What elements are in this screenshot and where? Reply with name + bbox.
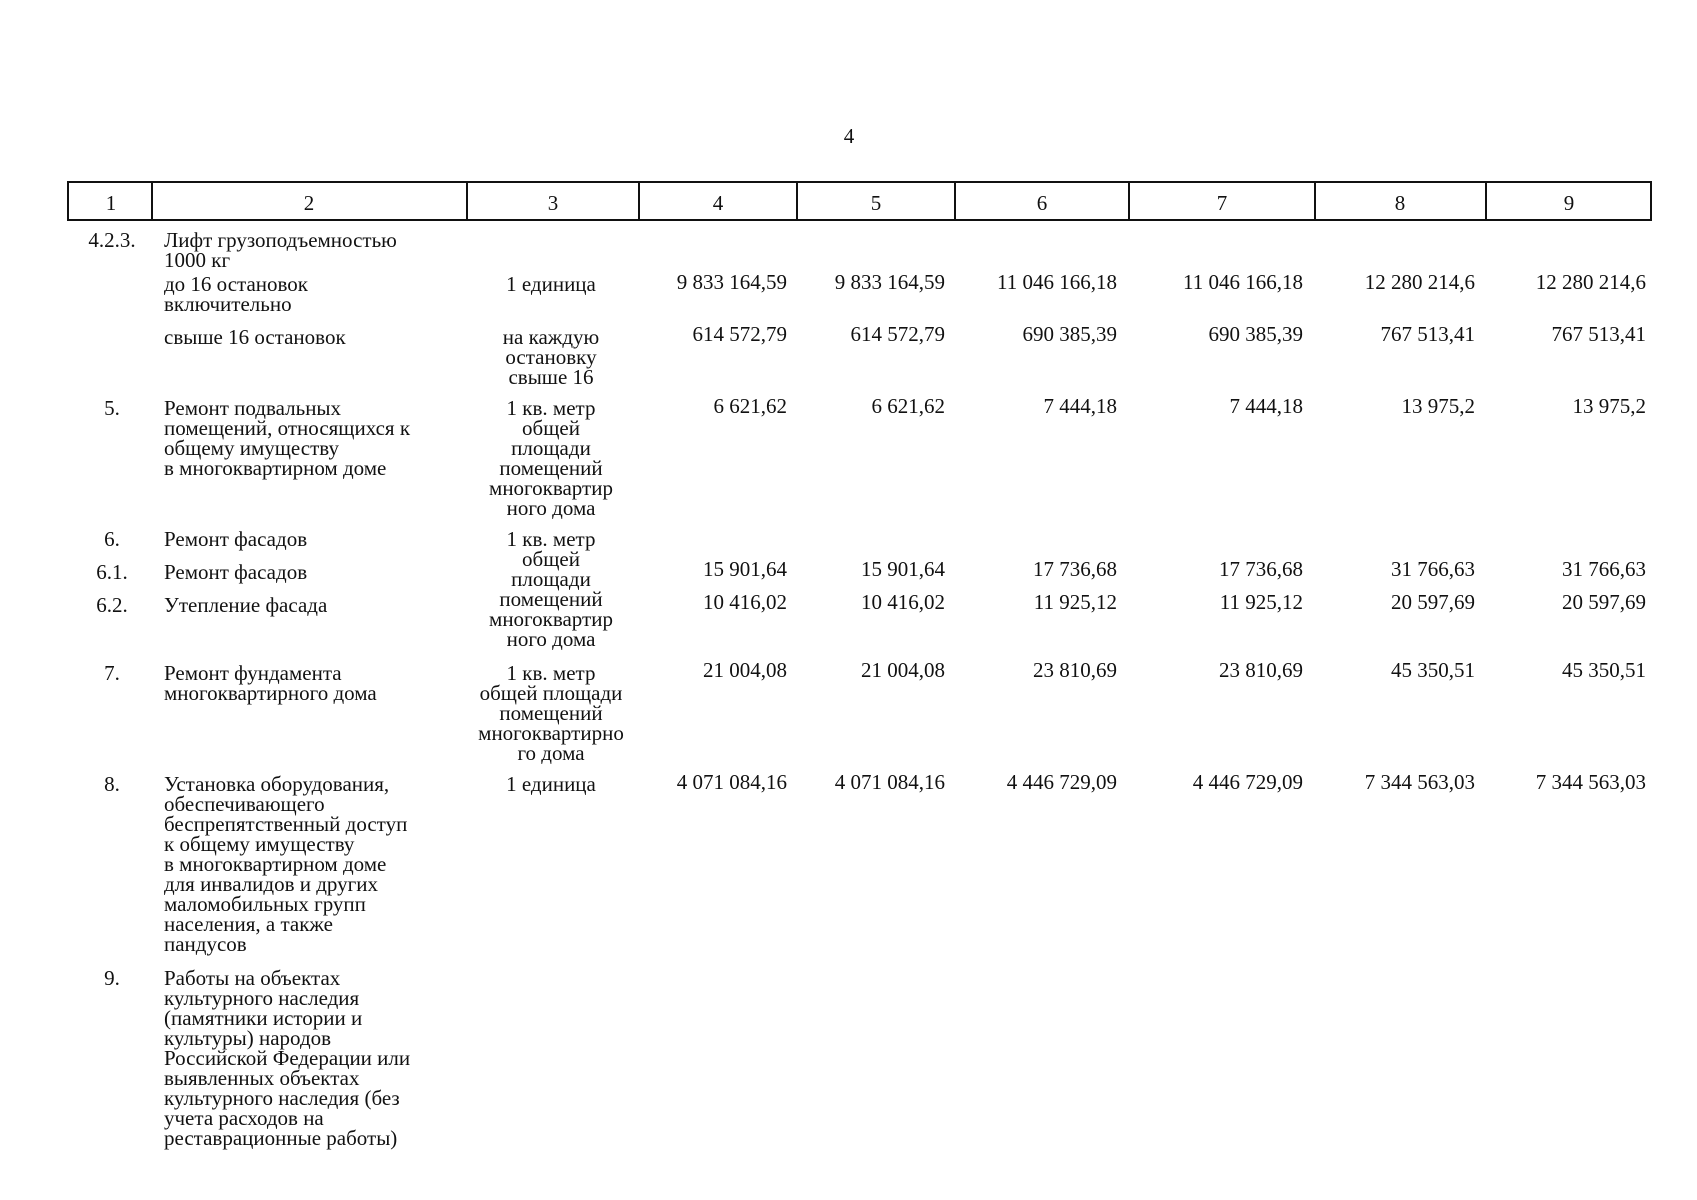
cost-value: 767 513,41: [1380, 322, 1475, 346]
cost-value: 11 925,12: [1219, 590, 1303, 614]
column-separator: [466, 183, 468, 219]
cost-value: 6 621,62: [871, 394, 945, 418]
column-separator: [151, 183, 153, 219]
cost-value: 13 975,2: [1572, 394, 1646, 418]
measure-unit: 1 единица: [506, 772, 596, 796]
work-type-name: до 16 остановок включительно: [164, 272, 308, 316]
work-type-name: Ремонт подвальных помещений, относящихся к общему имуществу в многоквартирном доме: [164, 396, 411, 480]
cost-value: 767 513,41: [1551, 322, 1646, 346]
work-type-name: Ремонт фундамента многоквартирного дома: [164, 661, 377, 705]
cost-value: 15 901,64: [703, 557, 787, 581]
measure-unit: 1 кв. метр общей площади помещений многоквартир ного дома: [489, 396, 613, 520]
cost-value: 45 350,51: [1562, 658, 1646, 682]
row-number: 4.2.3.: [88, 228, 136, 252]
cost-value: 690 385,39: [1022, 322, 1117, 346]
cost-value: 31 766,63: [1391, 557, 1475, 581]
cost-value: 12 280 214,6: [1364, 270, 1475, 294]
cost-value: 9 833 164,59: [676, 270, 787, 294]
work-type-name: Ремонт фасадов: [164, 560, 308, 584]
column-separator: [796, 183, 798, 219]
work-type-name: Утепление фасада: [164, 593, 328, 617]
work-type-name: Работы на объектах культурного наследия (памятники истории и культуры) народов Российской Федерации или выявленных объектах культурного наследия (без учета расходов на реставрационные работы): [164, 966, 411, 1150]
cost-value: 23 810,69: [1219, 658, 1303, 682]
measure-unit: 1 единица: [506, 272, 596, 296]
cost-value: 7 444,18: [1229, 394, 1303, 418]
cost-value: 17 736,68: [1219, 557, 1303, 581]
work-type-name: Установка оборудования, обеспечивающего беспрепятственный доступ к общему имуществу в многоквартирном доме для инвалидов и других маломобильных групп населения, а также пандусов: [164, 772, 408, 956]
cost-value: 45 350,51: [1391, 658, 1475, 682]
cost-value: 11 046 166,18: [1183, 270, 1303, 294]
cost-value: 15 901,64: [861, 557, 945, 581]
column-number-5: 5: [870, 191, 882, 215]
cost-value: 21 004,08: [861, 658, 945, 682]
column-separator: [1128, 183, 1130, 219]
cost-value: 7 444,18: [1043, 394, 1117, 418]
cost-value: 21 004,08: [703, 658, 787, 682]
cost-value: 4 071 084,16: [676, 770, 787, 794]
measure-unit: 1 кв. метр общей площади помещений многоквартир ного дома: [489, 527, 613, 651]
column-number-8: 8: [1394, 191, 1406, 215]
cost-value: 6 621,62: [713, 394, 787, 418]
cost-value: 11 925,12: [1033, 590, 1117, 614]
column-number-1: 1: [105, 191, 117, 215]
row-number: 7.: [104, 661, 120, 685]
measure-unit: на каждую остановку свыше 16: [502, 325, 600, 389]
cost-value: 17 736,68: [1033, 557, 1117, 581]
cost-value: 4 071 084,16: [834, 770, 945, 794]
column-separator: [954, 183, 956, 219]
cost-value: 614 572,79: [850, 322, 945, 346]
cost-value: 4 446 729,09: [1006, 770, 1117, 794]
cost-value: 23 810,69: [1033, 658, 1117, 682]
row-number: 6.1.: [96, 560, 128, 584]
column-separator: [638, 183, 640, 219]
column-number-6: 6: [1036, 191, 1048, 215]
measure-unit: 1 кв. метр общей площади помещений многоквартирно го дома: [478, 661, 624, 765]
cost-value: 11 046 166,18: [997, 270, 1117, 294]
cost-value: 20 597,69: [1391, 590, 1475, 614]
column-number-header: [67, 181, 1652, 221]
cost-value: 9 833 164,59: [834, 270, 945, 294]
cost-value: 4 446 729,09: [1192, 770, 1303, 794]
cost-value: 690 385,39: [1208, 322, 1303, 346]
work-type-name: Ремонт фасадов: [164, 527, 308, 551]
column-separator: [1314, 183, 1316, 219]
cost-value: 7 344 563,03: [1364, 770, 1475, 794]
cost-value: 31 766,63: [1562, 557, 1646, 581]
cost-value: 12 280 214,6: [1535, 270, 1646, 294]
cost-value: 10 416,02: [703, 590, 787, 614]
row-number: 8.: [104, 772, 120, 796]
column-number-2: 2: [303, 191, 315, 215]
column-number-9: 9: [1563, 191, 1575, 215]
work-type-name: свыше 16 остановок: [164, 325, 346, 349]
column-number-7: 7: [1216, 191, 1228, 215]
cost-value: 614 572,79: [692, 322, 787, 346]
column-number-3: 3: [547, 191, 559, 215]
row-number: 5.: [104, 396, 120, 420]
row-number: 9.: [104, 966, 120, 990]
cost-value: 20 597,69: [1562, 590, 1646, 614]
cost-value: 10 416,02: [861, 590, 945, 614]
cost-value: 13 975,2: [1401, 394, 1475, 418]
row-number: 6.2.: [96, 593, 128, 617]
page-number: 4: [843, 124, 855, 148]
row-number: 6.: [104, 527, 120, 551]
cost-value: 7 344 563,03: [1535, 770, 1646, 794]
work-type-name: Лифт грузоподъемностью 1000 кг: [164, 228, 397, 272]
column-number-4: 4: [712, 191, 724, 215]
column-separator: [1485, 183, 1487, 219]
